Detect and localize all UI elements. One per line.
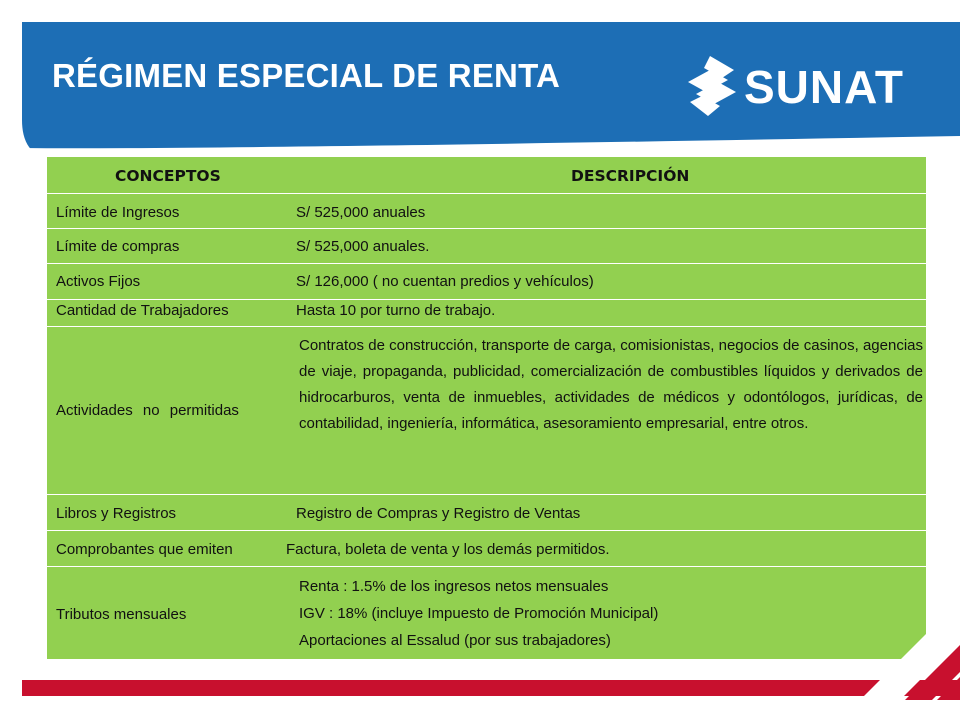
description-cell: Factura, boleta de venta y los demás permitidos.: [286, 541, 610, 558]
sunat-logo-text: SUNAT: [744, 61, 905, 113]
description-cell: Hasta 10 por turno de trabajo.: [296, 302, 496, 319]
description-cell: S/ 525,000 anuales.: [296, 238, 430, 255]
concept-cell: Actividades no permitidas: [56, 402, 239, 419]
concept-cell: Libros y Registros: [56, 505, 177, 522]
concept-cell: Límite de Ingresos: [56, 204, 180, 221]
header-concepts: CONCEPTOS: [115, 167, 221, 185]
concept-cell: Activos Fijos: [56, 273, 141, 290]
page-title: RÉGIMEN ESPECIAL DE RENTA: [52, 57, 561, 94]
description-cell: Contratos de construcción, transporte de carga, comisionistas, negocios de casinos, agencias de viaje, propaganda, publicidad, comercialización de combustibles líquidos y derivados de hidrocarburos, venta de inmuebles, actividades de médicos y odontólogos, jurídicas, de contabilidad, ingeniería, informática, asesoramiento empresarial, entre otros.: [299, 337, 923, 432]
header-description: DESCRIPCIÓN: [571, 167, 690, 185]
concept-cell: Comprobantes que emiten: [56, 541, 233, 558]
concept-cell: Límite de compras: [56, 238, 180, 255]
tax-line-essalud: Aportaciones al Essalud (por sus trabajadores): [299, 632, 611, 649]
description-cell: Registro de Compras y Registro de Ventas: [296, 505, 581, 522]
tax-line-renta: Renta : 1.5% de los ingresos netos mensuales: [299, 578, 609, 595]
description-cell: S/ 126,000 ( no cuentan predios y vehículos): [296, 273, 594, 290]
concept-cell: Tributos mensuales: [56, 606, 187, 623]
description-cell: S/ 525,000 anuales: [296, 204, 426, 221]
tax-line-igv: IGV : 18% (incluye Impuesto de Promoción Municipal): [299, 605, 659, 622]
concept-cell: Cantidad de Trabajadores: [56, 302, 229, 319]
